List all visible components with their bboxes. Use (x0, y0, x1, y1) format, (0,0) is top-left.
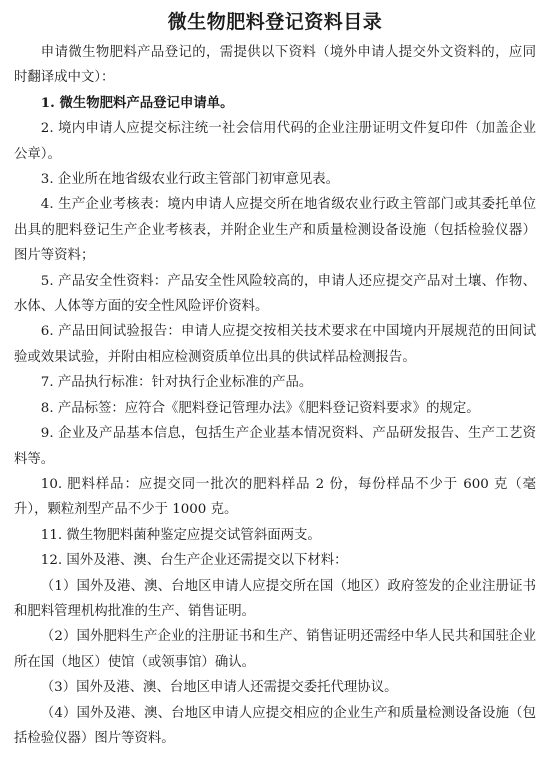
item-12: 12. 国外及港、澳、台生产企业还需提交以下材料： (40, 553, 348, 569)
document-body (14, 40, 536, 751)
item-11: 11. 微生物肥料菌种鉴定应提交试管斜面两支。 (40, 527, 321, 543)
item-2: 2. 境内申请人应提交标注统一社会信用代码的企业注册证明文件复印件（加盖企业公章）。 (14, 121, 536, 162)
item-1: 1. 微生物肥料产品登记申请单。 (40, 94, 234, 111)
sub-item-2: （2）国外肥料生产企业的注册证书和生产、销售证明还需经中华人民共和国驻企业所在国（地区）使馆（或领事馆）确认。 (14, 629, 536, 670)
sub-item-4: （4）国外及港、澳、台地区申请人应提交相应的企业生产和质量检测设备设施（包括检验仪器）图片等资料。 (14, 705, 536, 746)
item-6: 6. 产品田间试验报告：申请人应提交按相关技术要求在中国境内开展规范的田间试验或效果试验，并附由相应检测资质单位出具的供试样品检测报告。 (14, 324, 536, 365)
sub-item-1: （1）国外及港、澳、台地区申请人应提交所在国（地区）政府签发的企业注册证书和肥料管理机构批准的生产、销售证明。 (14, 578, 536, 619)
item-9: 9. 企业及产品基本信息，包括生产企业基本情况资料、产品研发报告、生产工艺资料等。 (14, 426, 536, 467)
intro-paragraph: 申请微生物肥料产品登记的，需提供以下资料（境外申请人提交外文资料的，应同时翻译成中文）： (14, 45, 536, 86)
item-4: 4. 生产企业考核表：境内申请人应提交所在地省级农业行政主管部门或其委托单位出具的肥料登记生产企业考核表，并附企业生产和质量检测设备设施（包括检验仪器）图片等资料； (14, 197, 536, 264)
item-7: 7. 产品执行标准：针对执行企业标准的产品。 (40, 375, 313, 391)
item-10: 10. 肥料样品：应提交同一批次的肥料样品 2 份，每份样品不少于 600 克（毫升），颗粒剂型产品不少于 1000 克。 (14, 476, 536, 518)
item-3: 3. 企业所在地省级农业行政主管部门初审意见表。 (40, 172, 340, 188)
item-5: 5. 产品安全性资料：产品安全性风险较高的，申请人还应提交产品对土壤、作物、水体、人体等方面的安全性风险评价资料。 (14, 273, 536, 315)
sub-item-3: （3）国外及港、澳、台地区申请人还需提交委托代理协议。 (40, 680, 398, 696)
item-8: 8. 产品标签：应符合《肥料登记管理办法》《肥料登记资料要求》的规定。 (40, 400, 480, 416)
document-title: 微生物肥料登记资料目录 (167, 11, 383, 33)
